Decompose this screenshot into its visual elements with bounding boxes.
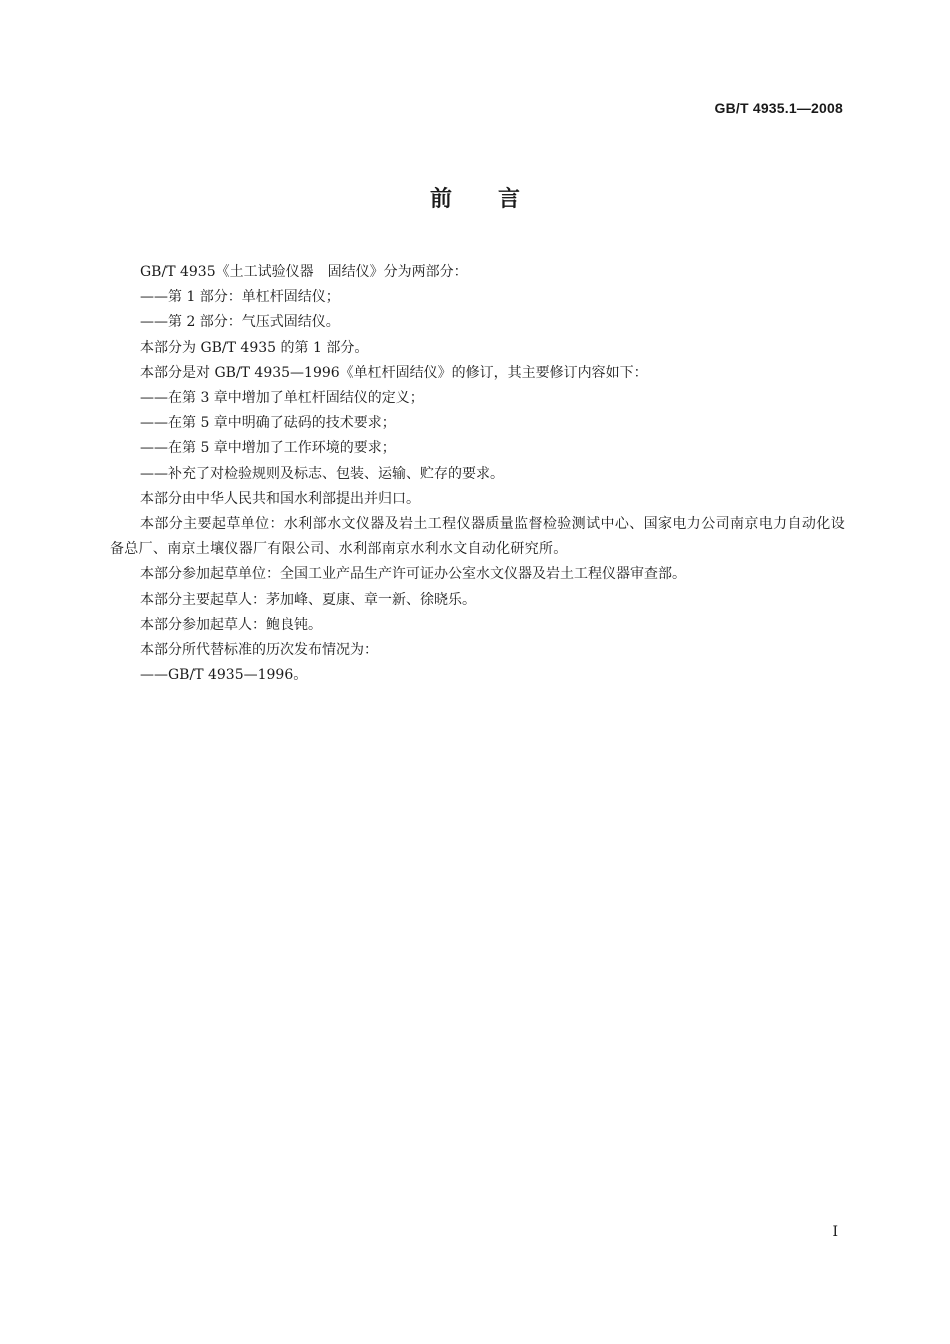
standard-number: GB/T 4935.1—2008 (714, 100, 843, 116)
main-drafters-paragraph: 本部分主要起草人：茅加峰、夏康、章一新、徐晓乐。 (140, 591, 476, 608)
page-title: 前言 (429, 187, 566, 212)
revision-list-item: ——补充了对检验规则及标志、包装、运输、贮存的要求。 (140, 465, 504, 482)
part-list-item: ——第 2 部分：气压式固结仪。 (140, 314, 340, 331)
revision-list-item: ——在第 3 章中增加了单杠杆固结仪的定义； (140, 390, 424, 407)
intro-paragraph: GB/T 4935《土工试验仪器 固结仪》分为两部分： (140, 264, 468, 280)
drafting-units-paragraph: 本部分主要起草单位：水利部水文仪器及岩土工程仪器质量监督检验测试中心、国家电力公司南京电力自动化设备总厂、南京土壤仪器厂有限公司、水利部南京水利水文自动化研究所。 (110, 516, 845, 558)
proposer-paragraph: 本部分由中华人民共和国水利部提出并归口。 (140, 490, 420, 507)
part-list-item: ——第 1 部分：单杠杆固结仪； (140, 289, 340, 306)
page-number: I (832, 1224, 838, 1240)
revision-list-item: ——在第 5 章中明确了砝码的技术要求； (140, 415, 396, 432)
history-paragraph: 本部分所代替标准的历次发布情况为： (140, 642, 378, 659)
participating-units-paragraph: 本部分参加起草单位：全国工业产品生产许可证办公室水文仪器及岩土工程仪器审查部。 (140, 566, 686, 583)
history-list-item: ——GB/T 4935—1996。 (140, 667, 308, 684)
foreword-body (110, 260, 845, 688)
participating-drafters-paragraph: 本部分参加起草人：鲍良钝。 (140, 616, 322, 633)
scope-paragraph: 本部分为 GB/T 4935 的第 1 部分。 (140, 339, 369, 356)
revision-list-item: ——在第 5 章中增加了工作环境的要求； (140, 440, 396, 457)
revision-paragraph: 本部分是对 GB/T 4935—1996《单杠杆固结仪》的修订，其主要修订内容如下： (140, 364, 648, 381)
